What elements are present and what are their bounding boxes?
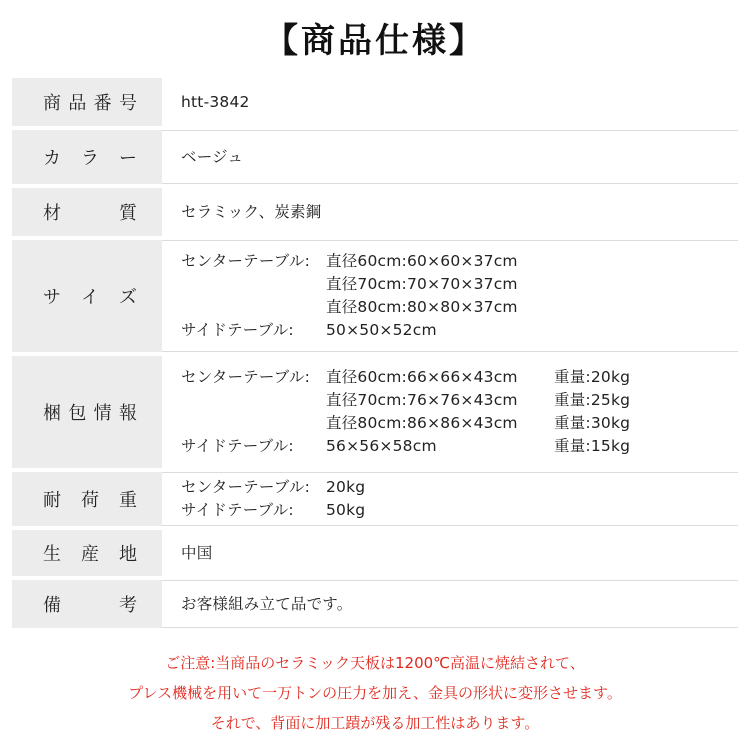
value-text: ベージュ — [181, 147, 244, 166]
value-text: 中国 — [181, 543, 213, 562]
label-text: カ ラ ー — [43, 148, 137, 169]
spec-table — [12, 78, 738, 632]
item-spec: 直径80cm:80×80×37cm — [326, 298, 518, 316]
packaging-line — [181, 389, 738, 412]
item-name — [181, 412, 326, 435]
label-remarks — [12, 580, 162, 628]
item-spec: 20kg — [326, 478, 366, 496]
item-name: サイドテーブル: — [181, 501, 294, 519]
label-color — [12, 130, 162, 184]
value-text: htt-3842 — [181, 92, 250, 111]
value-load-capacity — [162, 472, 738, 526]
notice-line: ご注意:当商品のセラミック天板は1200℃高温に焼結されて、 — [165, 654, 585, 672]
item-spec: 直径80cm:86×86×43cm — [326, 414, 518, 432]
value-size — [162, 240, 738, 352]
label-packaging — [12, 356, 162, 468]
value-remarks — [162, 580, 738, 628]
size-line — [181, 319, 738, 342]
label-product-number — [12, 78, 162, 126]
item-name — [181, 296, 326, 319]
label-text: 材 質 — [43, 203, 137, 224]
item-spec: 56×56×58cm — [326, 437, 437, 455]
notice-line: それで、背面に加工蹟が残る加工性はあります。 — [210, 714, 540, 732]
value-origin — [162, 530, 738, 576]
load-line — [181, 476, 738, 499]
row-remarks — [12, 580, 738, 632]
value-text: お客様組み立て品です。 — [181, 594, 353, 613]
packaging-line — [181, 366, 738, 389]
row-load-capacity — [12, 472, 738, 530]
item-spec: 50×50×52cm — [326, 321, 437, 339]
size-line — [181, 273, 738, 296]
size-line — [181, 296, 738, 319]
item-weight: 重量:15kg — [554, 437, 631, 455]
value-product-number — [162, 78, 738, 126]
label-origin — [12, 530, 162, 576]
value-material — [162, 188, 738, 236]
label-text: 備 考 — [43, 595, 137, 616]
value-text: セラミック、炭素鋼 — [181, 202, 322, 221]
item-name: センターテーブル: — [181, 252, 311, 270]
row-color — [12, 130, 738, 188]
notice — [0, 648, 750, 738]
label-load-capacity — [12, 472, 162, 526]
item-name — [181, 273, 326, 296]
label-text: 耐 荷 重 — [43, 490, 137, 511]
row-material — [12, 188, 738, 240]
label-text: 梱 包 情 報 — [43, 403, 137, 424]
row-packaging — [12, 356, 738, 472]
item-weight: 重量:20kg — [554, 368, 631, 386]
row-size — [12, 240, 738, 356]
value-color — [162, 130, 738, 184]
page-title: 【商品仕様】 — [264, 21, 486, 61]
item-weight: 重量:30kg — [554, 414, 631, 432]
row-product-number — [12, 78, 738, 130]
label-text: サ イ ズ — [43, 287, 137, 308]
label-size — [12, 240, 162, 352]
value-packaging — [162, 356, 738, 468]
item-spec: 50kg — [326, 501, 366, 519]
packaging-line — [181, 412, 738, 435]
load-line — [181, 499, 738, 522]
packaging-line — [181, 435, 738, 458]
item-spec: 直径70cm:76×76×43cm — [326, 391, 518, 409]
row-origin — [12, 530, 738, 580]
label-material — [12, 188, 162, 236]
item-name: センターテーブル: — [181, 368, 311, 386]
item-name — [181, 389, 326, 412]
item-name: センターテーブル: — [181, 478, 311, 496]
item-spec: 直径60cm:60×60×37cm — [326, 252, 518, 270]
item-name: サイドテーブル: — [181, 437, 294, 455]
item-spec: 直径70cm:70×70×37cm — [326, 275, 518, 293]
label-text: 生 産 地 — [43, 544, 137, 565]
notice-line: プレス機械を用いて一万トンの圧力を加え、金具の形状に変形させます。 — [128, 684, 622, 702]
label-text: 商 品 番 号 — [43, 93, 137, 114]
size-line — [181, 250, 738, 273]
item-weight: 重量:25kg — [554, 391, 631, 409]
item-spec: 直径60cm:66×66×43cm — [326, 368, 518, 386]
item-name: サイドテーブル: — [181, 321, 294, 339]
